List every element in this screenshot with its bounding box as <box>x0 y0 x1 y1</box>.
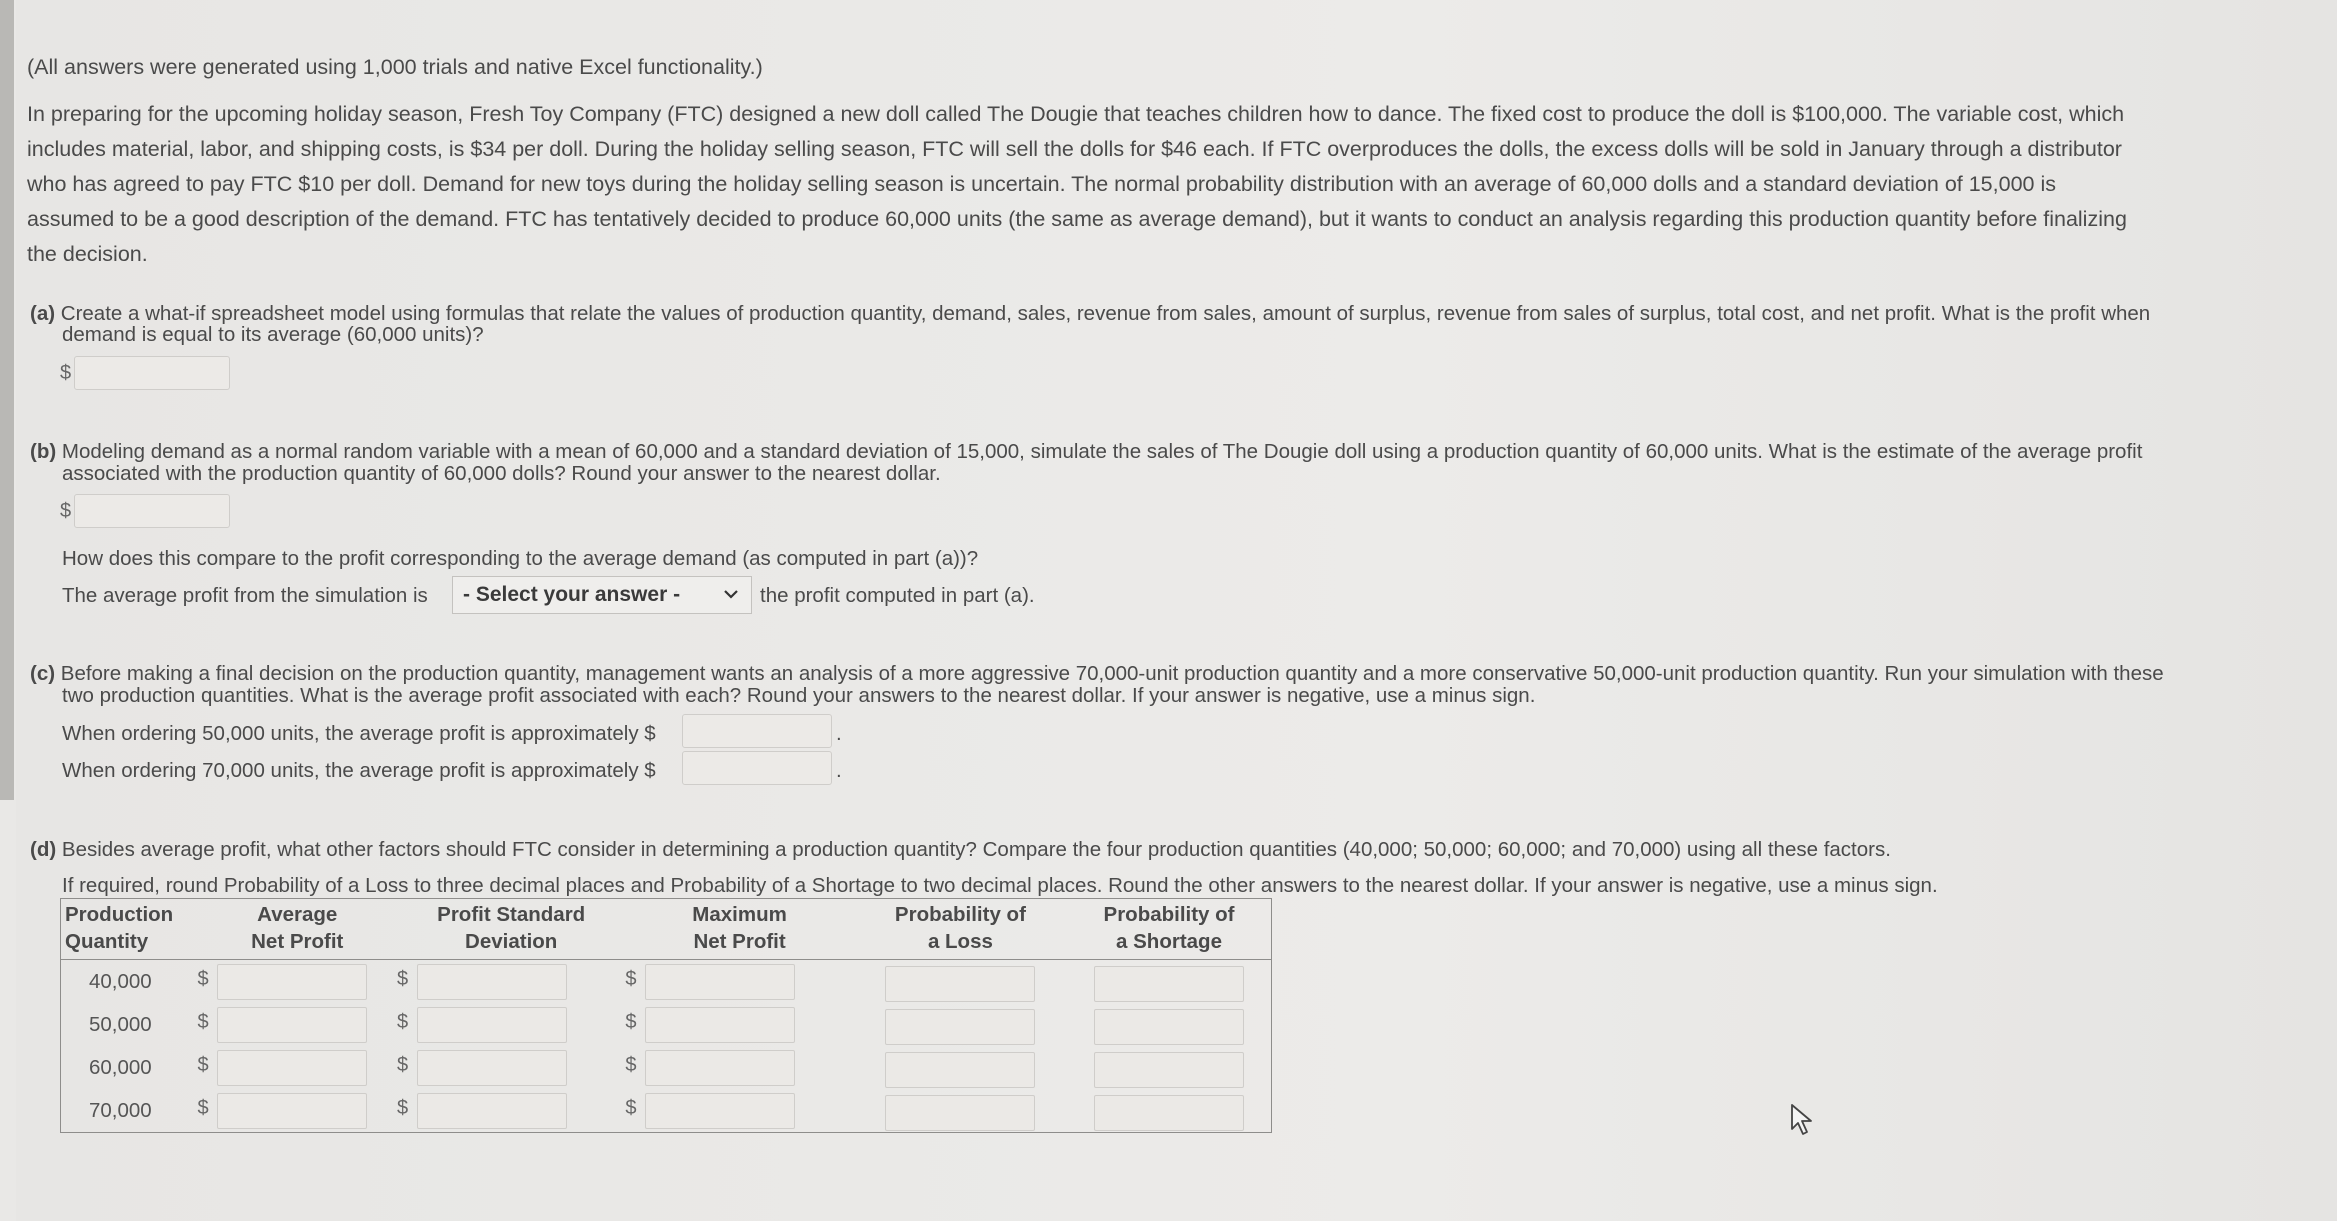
maximum-net-profit-input[interactable] <box>645 964 795 1000</box>
probability-shortage-input[interactable] <box>1094 966 1244 1002</box>
probability-shortage-input[interactable] <box>1094 1052 1244 1088</box>
dollar-sign: $ <box>197 1054 209 1076</box>
profit-std-dev-input[interactable] <box>417 1050 567 1086</box>
part-c-label: (c) <box>30 662 56 685</box>
part-a-line2: demand is equal to its average (60,000 units)? <box>62 323 484 346</box>
dollar-sign: $ <box>397 968 409 990</box>
part-b-line2: associated with the production quantity of 60,000 dolls? Round your answer to the nearest dollar. <box>62 462 941 485</box>
part-b-profit-input[interactable] <box>74 494 230 528</box>
table-row <box>61 1046 1272 1089</box>
probability-loss-input[interactable] <box>885 1009 1035 1045</box>
maximum-net-profit-input[interactable] <box>645 1050 795 1086</box>
maximum-net-profit-input[interactable] <box>645 1093 795 1129</box>
header-probability-loss: Probability of a Loss <box>854 899 1067 960</box>
average-net-profit-input[interactable] <box>217 964 367 1000</box>
trials-note: (All answers were generated using 1,000 trials and native Excel functionality.) <box>27 55 763 79</box>
comparison-select-value: - Select your answer - <box>463 583 681 606</box>
period: . <box>836 722 842 745</box>
dollar-sign: $ <box>625 1097 637 1119</box>
dollar-sign: $ <box>625 968 637 990</box>
maximum-net-profit-input[interactable] <box>645 1007 795 1043</box>
dollar-sign: $ <box>625 1011 637 1033</box>
part-d-line1 <box>30 836 1891 863</box>
average-net-profit-input[interactable] <box>217 1050 367 1086</box>
profit-50000-input[interactable] <box>682 714 832 748</box>
part-b-compare-suffix: the profit computed in part (a). <box>760 584 1035 607</box>
part-a-profit-input[interactable] <box>74 356 230 390</box>
dollar-sign: $ <box>397 1097 409 1119</box>
intro-line: assumed to be a good description of the demand. FTC has tentatively decided to produce 60,000 units (the same as average demand), but it wants to conduct an analysis regarding this production quantity before finalizing <box>27 207 2127 231</box>
part-b-compare-question: How does this compare to the profit corresponding to the average demand (as computed in part (a))? <box>62 547 979 570</box>
period: . <box>836 759 842 782</box>
header-average-net-profit: Average Net Profit <box>197 899 397 960</box>
probability-loss-input[interactable] <box>885 966 1035 1002</box>
profit-70000-input[interactable] <box>682 751 832 785</box>
part-d-text: Besides average profit, what other factors should FTC consider in determining a production quantity? Compare the four production quantities (40,000; 50,000; 60,000; and 70,000) using all these factors. <box>61 838 1891 861</box>
header-profit-std-dev: Profit Standard Deviation <box>397 899 625 960</box>
intro-line: In preparing for the upcoming holiday season, Fresh Toy Company (FTC) designed a new doll called The Dougie that teaches children how to dance. The fixed cost to produce the doll is $100,000. The variable cost, which <box>27 102 2125 126</box>
table-header-row <box>61 899 1272 960</box>
probability-shortage-input[interactable] <box>1094 1095 1244 1131</box>
average-net-profit-input[interactable] <box>217 1007 367 1043</box>
part-c-text: Before making a final decision on the production quantity, management wants an analysis of a more aggressive 70,000-unit production quantity and a more conservative 50,000-unit production quantity. Run your simulation with these <box>60 662 2164 685</box>
dollar-sign: $ <box>197 968 209 990</box>
mouse-cursor-icon <box>1790 1103 1816 1142</box>
part-c-row-50000: When ordering 50,000 units, the average profit is approximately $ <box>62 722 656 745</box>
dollar-sign: $ <box>397 1011 409 1033</box>
part-b-compare-prefix: The average profit from the simulation is <box>62 584 428 607</box>
intro-line: who has agreed to pay FTC $10 per doll. Demand for new toys during the holiday selling season is uncertain. The normal probability distribution with an average of 60,000 dolls and a standard deviation of 15,000 is <box>27 172 2056 196</box>
part-d-line2: If required, round Probability of a Loss to three decimal places and Probability of a Shortage to two decimal places. Round the other answers to the nearest dollar. If your answer is negative, use a minus sign. <box>62 874 1938 897</box>
table-row <box>61 960 1272 1004</box>
part-b-dollar: $ <box>60 500 72 522</box>
intro-line: includes material, labor, and shipping costs, is $34 per doll. During the holiday selling season, FTC will sell the dolls for $46 each. If FTC overproduces the dolls, the excess dolls will be sold in January through a distributor <box>27 137 2122 161</box>
dollar-sign: $ <box>197 1011 209 1033</box>
problem-intro <box>27 97 2317 272</box>
part-b-label: (b) <box>30 440 57 463</box>
chevron-down-icon <box>723 577 739 612</box>
table-row <box>61 1003 1272 1046</box>
part-a-text: Create a what-if spreadsheet model using formulas that relate the values of production quantity, demand, sales, revenue from sales, amount of surplus, revenue from sales of surplus, total cost, and net profit. What is the profit when <box>60 302 2151 325</box>
average-net-profit-input[interactable] <box>217 1093 367 1129</box>
part-c-line2: two production quantities. What is the average profit associated with each? Round your answers to the nearest dollar. If your answer is negative, use a minus sign. <box>62 684 1536 707</box>
quantity-cell: 60,000 <box>89 1055 152 1079</box>
comparison-table <box>60 898 1272 1133</box>
dollar-sign: $ <box>625 1054 637 1076</box>
part-d-label: (d) <box>30 838 57 861</box>
part-c-row-70000: When ordering 70,000 units, the average profit is approximately $ <box>62 759 656 782</box>
dollar-sign: $ <box>397 1054 409 1076</box>
profit-std-dev-input[interactable] <box>417 1007 567 1043</box>
quantity-cell: 50,000 <box>89 1012 152 1036</box>
probability-loss-input[interactable] <box>885 1052 1035 1088</box>
part-a-dollar: $ <box>60 362 72 384</box>
probability-loss-input[interactable] <box>885 1095 1035 1131</box>
intro-line: the decision. <box>27 242 148 266</box>
header-probability-shortage: Probability of a Shortage <box>1067 899 1271 960</box>
table-row <box>61 1089 1272 1133</box>
part-a-label: (a) <box>30 302 56 325</box>
dollar-sign: $ <box>197 1097 209 1119</box>
header-production-quantity: Production Quantity <box>61 899 198 960</box>
profit-std-dev-input[interactable] <box>417 1093 567 1129</box>
profit-std-dev-input[interactable] <box>417 964 567 1000</box>
header-maximum-net-profit: Maximum Net Profit <box>625 899 853 960</box>
comparison-select[interactable] <box>452 576 752 614</box>
probability-shortage-input[interactable] <box>1094 1009 1244 1045</box>
quantity-cell: 70,000 <box>89 1098 152 1122</box>
part-b-text: Modeling demand as a normal random variable with a mean of 60,000 and a standard deviation of 15,000, simulate the sales of The Dougie doll using a production quantity of 60,000 units. What is the estimate of the average profit <box>61 440 2143 463</box>
quantity-cell: 40,000 <box>89 969 152 993</box>
window-edge <box>0 0 14 800</box>
